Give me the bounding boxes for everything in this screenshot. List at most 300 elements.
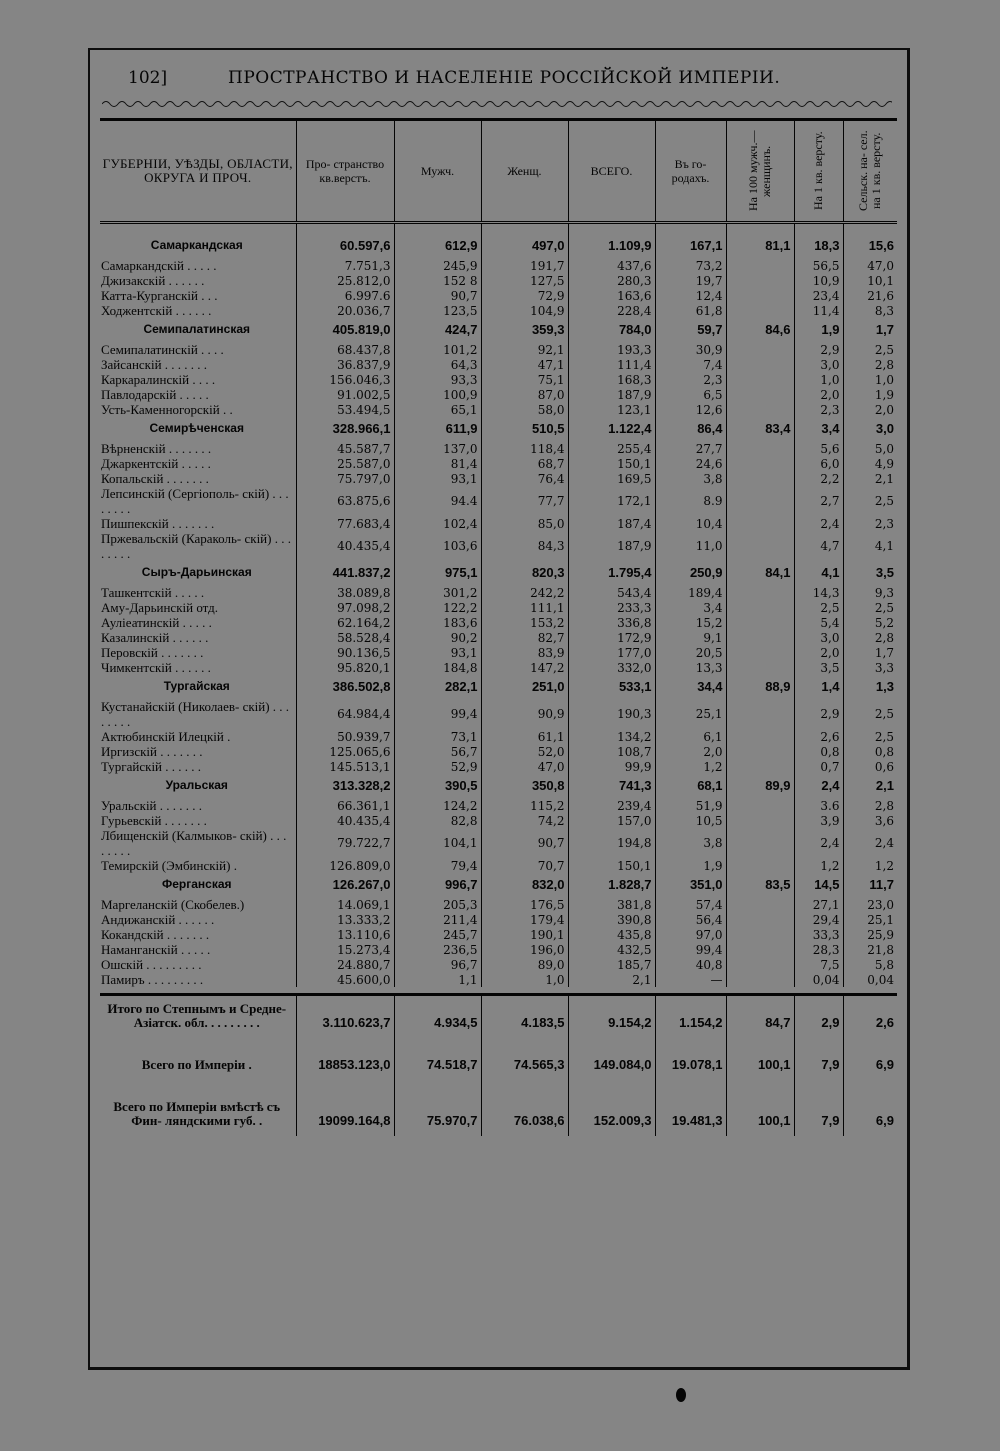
cell-total: 543,4 — [568, 585, 655, 600]
uezd-row — [100, 342, 897, 357]
cell-urban: 97,0 — [655, 927, 726, 942]
uezd-row — [100, 699, 897, 729]
cell-urban: 40,8 — [655, 957, 726, 972]
cell-female: 76,4 — [481, 471, 568, 486]
cell-total: 194,8 — [568, 828, 655, 858]
cell-ratio: 83,5 — [726, 873, 794, 897]
total-cell-rural: 2,6 — [843, 996, 897, 1038]
uezd-row — [100, 798, 897, 813]
cell-female: 147,2 — [481, 660, 568, 675]
cell-area: 441.837,2 — [296, 561, 394, 585]
cell-rural: 2,5 — [843, 486, 897, 516]
uezd-row — [100, 288, 897, 303]
cell-rural: 0,6 — [843, 759, 897, 774]
cell-rural: 10,1 — [843, 273, 897, 288]
cell-urban: 1,2 — [655, 759, 726, 774]
cell-female: 111,1 — [481, 600, 568, 615]
col-header-density-text: На 1 кв. версту. — [811, 131, 825, 211]
col-header-female: Женщ. — [481, 121, 568, 223]
cell-rural: 4,9 — [843, 456, 897, 471]
cell-area: 7.751,3 — [296, 258, 394, 273]
cell-total: 108,7 — [568, 744, 655, 759]
col-header-ratio — [726, 121, 794, 223]
cell-ratio — [726, 516, 794, 531]
cell-density: 56,5 — [794, 258, 843, 273]
cell-total: 432,5 — [568, 942, 655, 957]
cell-area: 68.437,8 — [296, 342, 394, 357]
cell-rural: 4,1 — [843, 531, 897, 561]
cell-total: 177,0 — [568, 645, 655, 660]
cell-urban: 59,7 — [655, 318, 726, 342]
cell-name: Семирѣченская — [149, 421, 244, 435]
ink-blot — [676, 1388, 686, 1402]
cell-density: 28,3 — [794, 942, 843, 957]
cell-area: 328.966,1 — [296, 417, 394, 441]
cell-rural: 2,5 — [843, 729, 897, 744]
cell-ratio: 81,1 — [726, 223, 794, 259]
cell-urban: 56,4 — [655, 912, 726, 927]
col-header-urban: Въ го- родахъ. — [655, 121, 726, 223]
cell-total: 1.828,7 — [568, 873, 655, 897]
cell-density: 1,4 — [794, 675, 843, 699]
total-cell-name: Итого по Степнымъ и Средне-Азіатск. обл. . . . . . . . . — [107, 1001, 287, 1030]
cell-female: 84,3 — [481, 531, 568, 561]
cell-density: 4,1 — [794, 561, 843, 585]
cell-density: 2,6 — [794, 729, 843, 744]
cell-area: 14.069,1 — [296, 897, 394, 912]
cell-area: 64.984,4 — [296, 699, 394, 729]
cell-male: 99,4 — [394, 699, 481, 729]
total-cell-ratio: 84,7 — [726, 996, 794, 1038]
cell-female: 87,0 — [481, 387, 568, 402]
cell-ratio — [726, 456, 794, 471]
cell-total: 168,3 — [568, 372, 655, 387]
cell-rural: 2,5 — [843, 342, 897, 357]
table-spacer — [100, 987, 897, 995]
cell-rural: 25,1 — [843, 912, 897, 927]
cell-total: 1.109,9 — [568, 223, 655, 259]
cell-density: 3,5 — [794, 660, 843, 675]
cell-name: Темирскій (Эмбинскій) . — [101, 858, 237, 873]
cell-ratio — [726, 798, 794, 813]
cell-rural: 0,04 — [843, 972, 897, 987]
cell-ratio — [726, 372, 794, 387]
cell-urban: 11,0 — [655, 531, 726, 561]
cell-urban: — — [655, 972, 726, 987]
cell-female: 47,0 — [481, 759, 568, 774]
cell-male: 137,0 — [394, 441, 481, 456]
cell-total: 190,3 — [568, 699, 655, 729]
cell-male: 101,2 — [394, 342, 481, 357]
cell-urban: 86,4 — [655, 417, 726, 441]
total-cell-urban: 19.481,3 — [655, 1080, 726, 1136]
cell-density: 3,9 — [794, 813, 843, 828]
cell-urban: 10,4 — [655, 516, 726, 531]
province-row — [100, 223, 897, 259]
cell-total: 381,8 — [568, 897, 655, 912]
cell-rural: 3,6 — [843, 813, 897, 828]
cell-ratio — [726, 942, 794, 957]
total-row — [100, 996, 897, 1038]
cell-name: Лбищенскій (Калмыков- скій) . . . . . . . . — [101, 828, 287, 858]
province-row — [100, 774, 897, 798]
cell-male: 183,6 — [394, 615, 481, 630]
cell-area: 15.273,4 — [296, 942, 394, 957]
cell-rural: 5,0 — [843, 441, 897, 456]
uezd-row — [100, 912, 897, 927]
cell-rural: 1,9 — [843, 387, 897, 402]
cell-female: 118,4 — [481, 441, 568, 456]
cell-area: 25.812,0 — [296, 273, 394, 288]
total-cell-density: 7,9 — [794, 1038, 843, 1080]
cell-name: Пржевальскій (Караколь- скій) . . . . . . . . — [101, 531, 291, 561]
cell-area: 24.880,7 — [296, 957, 394, 972]
cell-female: 179,4 — [481, 912, 568, 927]
cell-area: 63.875,6 — [296, 486, 394, 516]
cell-total: 280,3 — [568, 273, 655, 288]
province-row — [100, 675, 897, 699]
cell-rural: 21,6 — [843, 288, 897, 303]
cell-male: 52,9 — [394, 759, 481, 774]
cell-area: 45.600,0 — [296, 972, 394, 987]
cell-density: 1,2 — [794, 858, 843, 873]
total-cell-male: 4.934,5 — [394, 996, 481, 1038]
cell-urban: 19,7 — [655, 273, 726, 288]
cell-name: Пишпекскій . . . . . . . — [101, 516, 215, 531]
cell-urban: 57,4 — [655, 897, 726, 912]
cell-area: 45.587,7 — [296, 441, 394, 456]
cell-density: 5,4 — [794, 615, 843, 630]
cell-name: Катта-Курганскій . . . — [101, 288, 218, 303]
cell-male: 90,2 — [394, 630, 481, 645]
cell-density: 14,3 — [794, 585, 843, 600]
cell-total: 336,8 — [568, 615, 655, 630]
cell-female: 72,9 — [481, 288, 568, 303]
cell-ratio — [726, 441, 794, 456]
cell-male: 245,7 — [394, 927, 481, 942]
cell-ratio — [726, 357, 794, 372]
cell-name: Джизакскій . . . . . . — [101, 273, 205, 288]
cell-ratio — [726, 471, 794, 486]
cell-total: 187,9 — [568, 387, 655, 402]
total-cell-total: 152.009,3 — [568, 1080, 655, 1136]
cell-name: Самаркандская — [150, 238, 243, 252]
cell-male: 79,4 — [394, 858, 481, 873]
cell-name: Казалинскій . . . . . . — [101, 630, 209, 645]
cell-name: Ошскій . . . . . . . . . — [101, 957, 202, 972]
total-cell-name: Всего по Имперіи . — [141, 1057, 252, 1072]
cell-area: 90.136,5 — [296, 645, 394, 660]
total-cell-female: 74.565,3 — [481, 1038, 568, 1080]
cell-total: 193,3 — [568, 342, 655, 357]
cell-density: 2,9 — [794, 342, 843, 357]
cell-name: Самаркандскій . . . . . — [101, 258, 217, 273]
total-cell-rural: 6,9 — [843, 1080, 897, 1136]
total-row — [100, 1080, 897, 1136]
cell-urban: 20,5 — [655, 645, 726, 660]
cell-ratio — [726, 828, 794, 858]
cell-urban: 12,6 — [655, 402, 726, 417]
col-header-ratio-text: На 100 мужч.— женщинъ. — [746, 130, 773, 212]
cell-density: 3,4 — [794, 417, 843, 441]
uezd-row — [100, 897, 897, 912]
cell-urban: 7,4 — [655, 357, 726, 372]
cell-male: 390,5 — [394, 774, 481, 798]
cell-density: 3,0 — [794, 357, 843, 372]
cell-male: 94.4 — [394, 486, 481, 516]
cell-name: Сыръ-Дарьинская — [141, 565, 252, 579]
uezd-row — [100, 972, 897, 987]
cell-female: 191,7 — [481, 258, 568, 273]
cell-ratio — [726, 288, 794, 303]
cell-density: 2,7 — [794, 486, 843, 516]
cell-female: 115,2 — [481, 798, 568, 813]
uezd-row — [100, 258, 897, 273]
total-cell-female: 4.183,5 — [481, 996, 568, 1038]
page-number: 102] — [128, 68, 168, 88]
cell-ratio — [726, 699, 794, 729]
cell-rural: 2,8 — [843, 357, 897, 372]
cell-male: 65,1 — [394, 402, 481, 417]
province-row — [100, 561, 897, 585]
cell-name: Уральская — [165, 778, 228, 792]
cell-female: 104,9 — [481, 303, 568, 318]
cell-ratio: 84,6 — [726, 318, 794, 342]
cell-name: Павлодарскій . . . . . — [101, 387, 209, 402]
cell-density: 27,1 — [794, 897, 843, 912]
cell-ratio — [726, 273, 794, 288]
cell-total: 2,1 — [568, 972, 655, 987]
col-header-name: ГУБЕРНІИ, УѢЗДЫ, ОБЛАСТИ, ОКРУГА И ПРОЧ. — [100, 121, 296, 223]
cell-female: 196,0 — [481, 942, 568, 957]
decorative-wavy-rule — [102, 98, 892, 110]
cell-density: 2,2 — [794, 471, 843, 486]
cell-rural: 5,2 — [843, 615, 897, 630]
cell-total: 741,3 — [568, 774, 655, 798]
cell-urban: 9,1 — [655, 630, 726, 645]
cell-name: Семипалатинская — [143, 322, 250, 336]
cell-rural: 2,1 — [843, 471, 897, 486]
cell-urban: 34,4 — [655, 675, 726, 699]
cell-urban: 73,2 — [655, 258, 726, 273]
cell-male: 93,1 — [394, 471, 481, 486]
cell-female: 75,1 — [481, 372, 568, 387]
cell-male: 73,1 — [394, 729, 481, 744]
uezd-row — [100, 729, 897, 744]
cell-name: Тургайская — [163, 679, 230, 693]
header-row — [100, 121, 897, 223]
cell-rural: 11,7 — [843, 873, 897, 897]
cell-female: 359,3 — [481, 318, 568, 342]
cell-rural: 1,0 — [843, 372, 897, 387]
cell-name: Усть-Каменногорскій . . — [101, 402, 233, 417]
total-cell-total: 149.084,0 — [568, 1038, 655, 1080]
cell-ratio — [726, 957, 794, 972]
cell-area: 91.002,5 — [296, 387, 394, 402]
uezd-row — [100, 759, 897, 774]
cell-name: Иргизскій . . . . . . . — [101, 744, 203, 759]
cell-density: 10,9 — [794, 273, 843, 288]
cell-total: 255,4 — [568, 441, 655, 456]
cell-urban: 250,9 — [655, 561, 726, 585]
cell-name: Ферганская — [161, 877, 232, 891]
cell-density: 5,6 — [794, 441, 843, 456]
cell-ratio — [726, 972, 794, 987]
cell-urban: 12,4 — [655, 288, 726, 303]
cell-male: 975,1 — [394, 561, 481, 585]
cell-name: Наманганскій . . . . . — [101, 942, 211, 957]
cell-urban: 68,1 — [655, 774, 726, 798]
cell-total: 435,8 — [568, 927, 655, 942]
cell-density: 2,4 — [794, 516, 843, 531]
uezd-row — [100, 615, 897, 630]
cell-male: 124,2 — [394, 798, 481, 813]
cell-male: 96,7 — [394, 957, 481, 972]
cell-density: 1,9 — [794, 318, 843, 342]
cell-female: 82,7 — [481, 630, 568, 645]
cell-urban: 2,3 — [655, 372, 726, 387]
cell-total: 784,0 — [568, 318, 655, 342]
cell-female: 68,7 — [481, 456, 568, 471]
cell-area: 75.797,0 — [296, 471, 394, 486]
cell-name: Лепсинскій (Сергіополь- скій) . . . . . . . . — [101, 486, 289, 516]
cell-female: 47,1 — [481, 357, 568, 372]
uezd-row — [100, 441, 897, 456]
cell-ratio: 84,1 — [726, 561, 794, 585]
cell-rural: 1,7 — [843, 645, 897, 660]
cell-female: 58,0 — [481, 402, 568, 417]
cell-area: 386.502,8 — [296, 675, 394, 699]
cell-name: Каркаралинскій . . . . — [101, 372, 216, 387]
cell-female: 90,9 — [481, 699, 568, 729]
cell-male: 282,1 — [394, 675, 481, 699]
cell-female: 92,1 — [481, 342, 568, 357]
col-header-rural-text: Сельск. на- сел. на 1 кв. версту. — [856, 130, 884, 212]
province-row — [100, 417, 897, 441]
cell-area: 62.164,2 — [296, 615, 394, 630]
cell-name: Джаркентскій . . . . . — [101, 456, 211, 471]
cell-name: Зайсанскій . . . . . . . — [101, 357, 208, 372]
cell-area: 13.110,6 — [296, 927, 394, 942]
cell-rural: 2,1 — [843, 774, 897, 798]
cell-rural: 2,8 — [843, 630, 897, 645]
cell-female: 497,0 — [481, 223, 568, 259]
cell-density: 29,4 — [794, 912, 843, 927]
cell-urban: 24,6 — [655, 456, 726, 471]
cell-urban: 1,9 — [655, 858, 726, 873]
cell-name: Ходжентскій . . . . . . — [101, 303, 212, 318]
col-header-area: Про- странство кв.верстъ. — [296, 121, 394, 223]
uezd-row — [100, 486, 897, 516]
cell-area: 36.837,9 — [296, 357, 394, 372]
uezd-row — [100, 828, 897, 858]
cell-female: 242,2 — [481, 585, 568, 600]
cell-area: 156.046,3 — [296, 372, 394, 387]
total-cell-name: Всего по Имперіи вмѣстѣ съ Фин- ляндскими губ. . — [113, 1099, 281, 1128]
cell-density: 2,4 — [794, 828, 843, 858]
cell-area: 50.939,7 — [296, 729, 394, 744]
uezd-row — [100, 585, 897, 600]
cell-density: 11,4 — [794, 303, 843, 318]
province-row — [100, 873, 897, 897]
cell-male: 100,9 — [394, 387, 481, 402]
cell-area: 25.587,0 — [296, 456, 394, 471]
total-cell-ratio: 100,1 — [726, 1038, 794, 1080]
cell-rural: 21,8 — [843, 942, 897, 957]
cell-name: Копальскій . . . . . . . — [101, 471, 209, 486]
cell-name: Андижанскій . . . . . . — [101, 912, 215, 927]
cell-density: 0,04 — [794, 972, 843, 987]
statistics-table-wrap — [100, 118, 897, 1136]
cell-area: 60.597,6 — [296, 223, 394, 259]
cell-female: 1,0 — [481, 972, 568, 987]
col-header-male: Мужч. — [394, 121, 481, 223]
cell-male: 205,3 — [394, 897, 481, 912]
uezd-row — [100, 357, 897, 372]
cell-total: 172,9 — [568, 630, 655, 645]
cell-ratio — [726, 387, 794, 402]
cell-name: Ауліеатинскій . . . . . — [101, 615, 212, 630]
cell-ratio — [726, 630, 794, 645]
cell-female: 127,5 — [481, 273, 568, 288]
col-header-rural — [843, 121, 897, 223]
cell-ratio — [726, 927, 794, 942]
cell-male: 64,3 — [394, 357, 481, 372]
cell-rural: 8,3 — [843, 303, 897, 318]
cell-total: 1.795,4 — [568, 561, 655, 585]
cell-area: 313.328,2 — [296, 774, 394, 798]
cell-area: 40.435,4 — [296, 531, 394, 561]
cell-area: 58.528,4 — [296, 630, 394, 645]
total-cell-urban: 19.078,1 — [655, 1038, 726, 1080]
cell-total: 1.122,4 — [568, 417, 655, 441]
uezd-row — [100, 600, 897, 615]
cell-name: Перовскій . . . . . . . — [101, 645, 204, 660]
cell-female: 176,5 — [481, 897, 568, 912]
cell-ratio — [726, 759, 794, 774]
cell-male: 152 8 — [394, 273, 481, 288]
total-cell-female: 76.038,6 — [481, 1080, 568, 1136]
cell-name: Гурьевскій . . . . . . . — [101, 813, 207, 828]
cell-urban: 10,5 — [655, 813, 726, 828]
cell-female: 77,7 — [481, 486, 568, 516]
cell-ratio — [726, 660, 794, 675]
cell-ratio: 89,9 — [726, 774, 794, 798]
total-cell-rural: 6,9 — [843, 1038, 897, 1080]
cell-urban: 167,1 — [655, 223, 726, 259]
cell-area: 145.513,1 — [296, 759, 394, 774]
uezd-row — [100, 456, 897, 471]
cell-female: 70,7 — [481, 858, 568, 873]
cell-female: 832,0 — [481, 873, 568, 897]
cell-ratio — [726, 303, 794, 318]
cell-ratio: 88,9 — [726, 675, 794, 699]
cell-total: 187,4 — [568, 516, 655, 531]
cell-male: 1,1 — [394, 972, 481, 987]
cell-ratio — [726, 858, 794, 873]
total-cell-total: 9.154,2 — [568, 996, 655, 1038]
cell-area: 20.036,7 — [296, 303, 394, 318]
cell-name: Тургайскій . . . . . . — [101, 759, 202, 774]
cell-rural: 0,8 — [843, 744, 897, 759]
cell-rural: 25,9 — [843, 927, 897, 942]
uezd-row — [100, 942, 897, 957]
cell-female: 83,9 — [481, 645, 568, 660]
cell-rural: 2,5 — [843, 600, 897, 615]
cell-name: Уральскій . . . . . . . — [101, 798, 203, 813]
cell-density: 6,0 — [794, 456, 843, 471]
province-row — [100, 318, 897, 342]
